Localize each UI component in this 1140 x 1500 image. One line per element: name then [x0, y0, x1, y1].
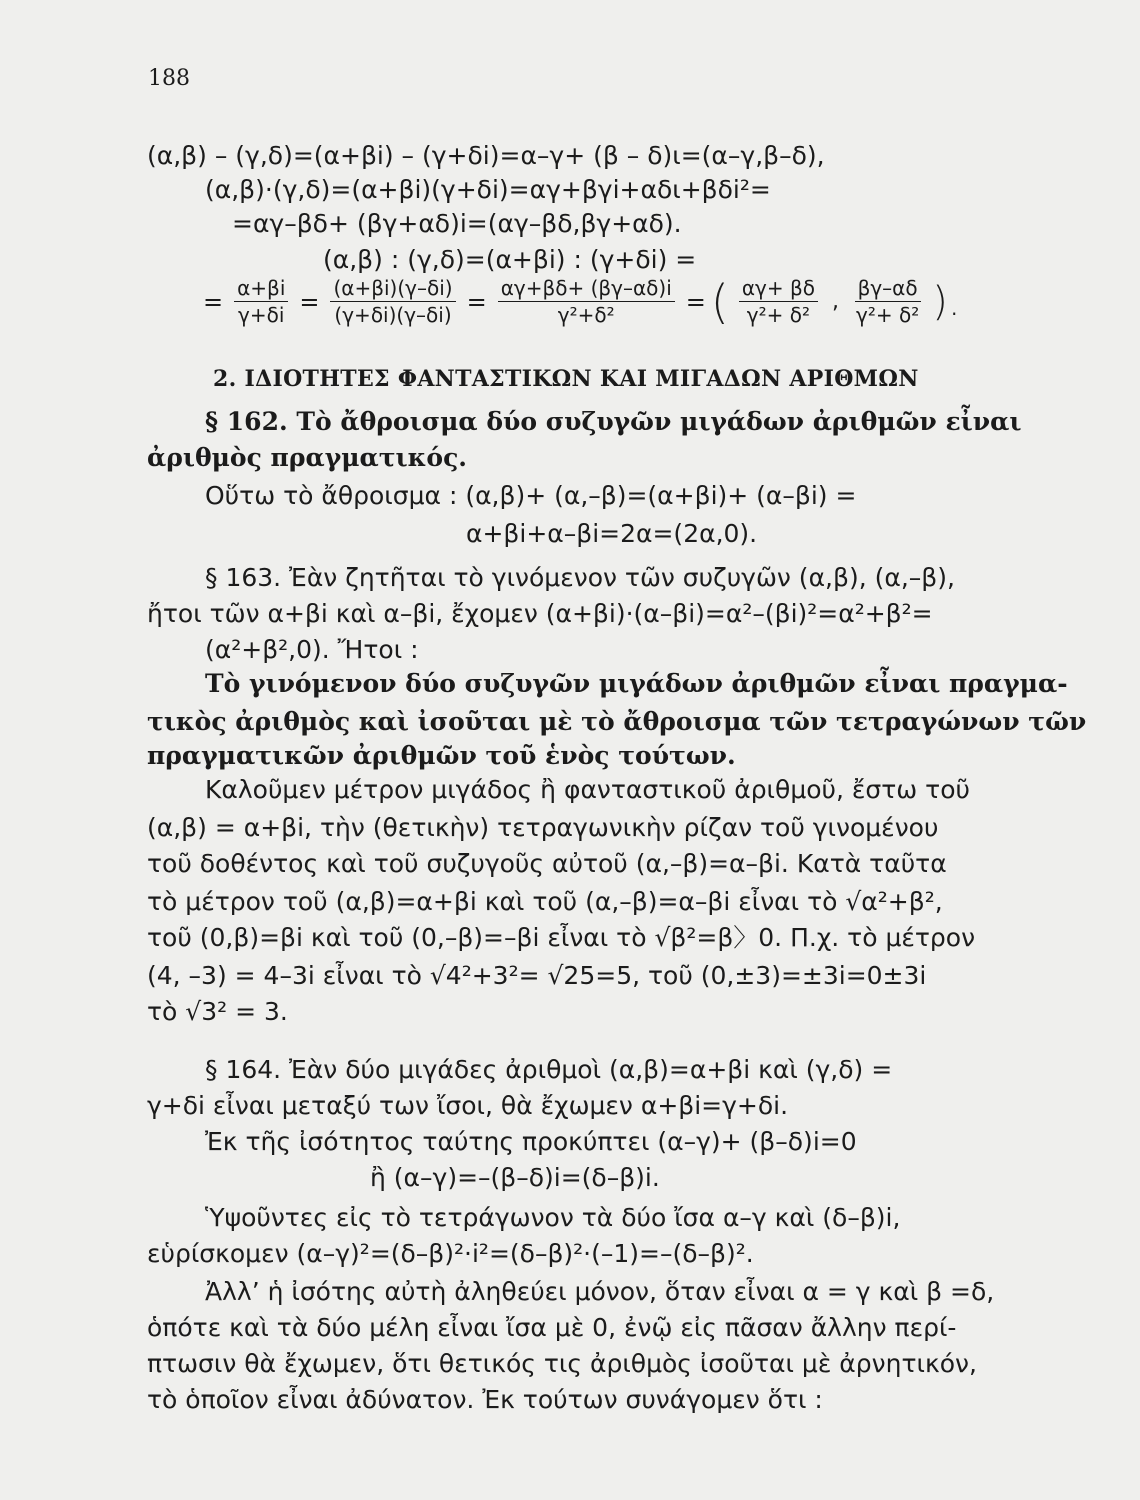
formula-product-line2: =αγ–βδ+ (βγ+αδ)i=(αγ–βδ,βγ+αδ). [232, 209, 682, 238]
p164-line9: πτωσιν θὰ ἔχωμεν, ὅτι θετικός τις ἀριθμὸς ἰσοῦται μὲ ἀρνητικόν, [147, 1349, 977, 1378]
fraction-4-numerator: αγ+ βδ [739, 276, 818, 302]
comma: , [831, 289, 839, 314]
equals-sign: = [466, 287, 487, 316]
fraction-2-numerator: (α+βi)(γ–δi) [330, 276, 455, 302]
p163-modulus-line2: (α,β) = α+βi, τὴν (θετικὴν) τετραγωνικὴν ρίζαν τοῦ γινομένου [147, 813, 939, 842]
fraction-2 [330, 276, 455, 327]
p164-line6: εὑρίσκομεν (α–γ)²=(δ–β)²·i²=(δ–β)²·(–1)=–(δ–β)². [147, 1239, 754, 1268]
p162-line1: § 162. Τὸ ἄθροισμα δύο συζυγῶν μιγάδων ἀριθμῶν εἶναι [205, 407, 1022, 436]
p164-line10: τὸ ὁποῖον εἶναι ἀδύνατον. Ἐκ τούτων συνάγομεν ὅτι : [147, 1385, 823, 1414]
p163-modulus-line1: Καλοῦμεν μέτρον μιγάδος ἢ φανταστικοῦ ἀριθμοῦ, ἔστω τοῦ [205, 775, 970, 804]
equals-sign: = [203, 287, 224, 316]
p163-line2: ἤτοι τῶν α+βi καὶ α–βi, ἔχομεν (α+βi)·(α–βi)=α²–(βi)²=α²+β²= [147, 599, 933, 628]
formula-quotient-fractions [200, 276, 963, 327]
fraction-3-denominator: γ²+δ² [557, 303, 615, 327]
fraction-5-numerator: βγ–αδ [855, 276, 921, 302]
formula-quotient-line1: (α,β) : (γ,δ)=(α+βi) : (γ+δi) = [323, 245, 697, 274]
p163-theorem-line3: πραγματικῶν ἀριθμῶν τοῦ ἑνὸς τούτων. [147, 741, 736, 770]
p163-modulus-line7: τὸ √3² = 3. [147, 997, 288, 1026]
p162-line3: Οὕτω τὸ ἄθροισμα : (α,β)+ (α,–β)=(α+βi)+ (α–βi) = [205, 481, 857, 510]
formula-product-line1: (α,β)·(γ,δ)=(α+βi)(γ+δi)=αγ+βγi+αδι+βδi²= [205, 175, 771, 204]
p163-line3: (α²+β²,0). Ἤτοι : [205, 635, 419, 664]
section-heading: 2. ΙΔΙΟΤΗΤΕΣ ΦΑΝΤΑΣΤΙΚΩΝ ΚΑΙ ΜΙΓΑΔΩΝ ΑΡΙΘΜΩΝ [213, 366, 919, 392]
fraction-5-denominator: γ²+ δ² [855, 303, 920, 327]
p164-line4: ἢ (α–γ)=–(β–δ)i=(δ–β)i. [370, 1163, 660, 1192]
p164-line5: Ὑψοῦντες εἰς τὸ τετράγωνον τὰ δύο ἴσα α–γ καὶ (δ–β)i, [205, 1203, 901, 1232]
p163-modulus-line5: τοῦ (0,β)=βi καὶ τοῦ (0,–β)=–βi εἶναι τὸ √β²=β〉0. Π.χ. τὸ μέτρον [147, 923, 976, 952]
fraction-3 [498, 276, 675, 327]
p162-line2: ἀριθμὸς πραγματικός. [147, 443, 467, 472]
p162-line4: α+βi+α–βi=2α=(2α,0). [466, 519, 758, 548]
equals-sign: = [685, 287, 706, 316]
fraction-5 [853, 276, 922, 327]
p164-line8: ὁπότε καὶ τὰ δύο μέλη εἶναι ἴσα μὲ 0, ἐνῷ εἰς πᾶσαν ἄλλην περί- [147, 1313, 957, 1342]
p163-line1: § 163. Ἐὰν ζητῆται τὸ γινόμενον τῶν συζυγῶν (α,β), (α,–β), [205, 563, 955, 592]
p163-modulus-line4: τὸ μέτρον τοῦ (α,β)=α+βi καὶ τοῦ (α,–β)=α–βi εἶναι τὸ √α²+β², [147, 887, 943, 916]
p163-modulus-line6: (4, –3) = 4–3i εἶναι τὸ √4²+3²= √25=5, τοῦ (0,±3)=±3i=0±3i [147, 961, 927, 990]
fraction-1-numerator: α+βi [234, 276, 288, 302]
close-paren: ). [932, 278, 961, 325]
p164-line3: Ἐκ τῆς ἰσότητος ταύτης προκύπτει (α–γ)+ (β–δ)i=0 [205, 1127, 857, 1156]
formula-difference: (α,β) – (γ,δ)=(α+βi) – (γ+δi)=α–γ+ (β – δ)ι=(α–γ,β–δ), [147, 141, 825, 170]
p164-line7: Ἀλλ’ ἡ ἰσότης αὐτὴ ἀληθεύει μόνον, ὅταν εἶναι α = γ καὶ β =δ, [205, 1277, 995, 1306]
p163-theorem-line2: τικὸς ἀριθμὸς καὶ ἰσοῦται μὲ τὸ ἄθροισμα τῶν τετραγώνων τῶν [147, 707, 1087, 736]
fraction-1 [234, 276, 288, 327]
fraction-1-denominator: γ+δi [238, 303, 285, 327]
p164-line2: γ+δi εἶναι μεταξύ των ἴσοι, θὰ ἔχωμεν α+βi=γ+δi. [147, 1091, 789, 1120]
fraction-3-numerator: αγ+βδ+ (βγ–αδ)i [498, 276, 675, 302]
page-number: 188 [148, 66, 190, 91]
fraction-4-denominator: γ²+ δ² [746, 303, 811, 327]
p163-theorem-line1: Τὸ γινόμενον δύο συζυγῶν μιγάδων ἀριθμῶν εἶναι πραγμα- [205, 669, 1068, 698]
fraction-4 [739, 276, 818, 327]
p164-line1: § 164. Ἐὰν δύο μιγάδες ἀριθμοὶ (α,β)=α+βi καὶ (γ,δ) = [205, 1055, 893, 1084]
p163-modulus-line3: τοῦ δοθέντος καὶ τοῦ συζυγοῦς αὐτοῦ (α,–β)=α–βi. Κατὰ ταῦτα [147, 849, 947, 878]
fraction-2-denominator: (γ+δi)(γ–δi) [334, 303, 452, 327]
equals-sign: = [299, 287, 320, 316]
open-paren: ( [710, 274, 729, 329]
